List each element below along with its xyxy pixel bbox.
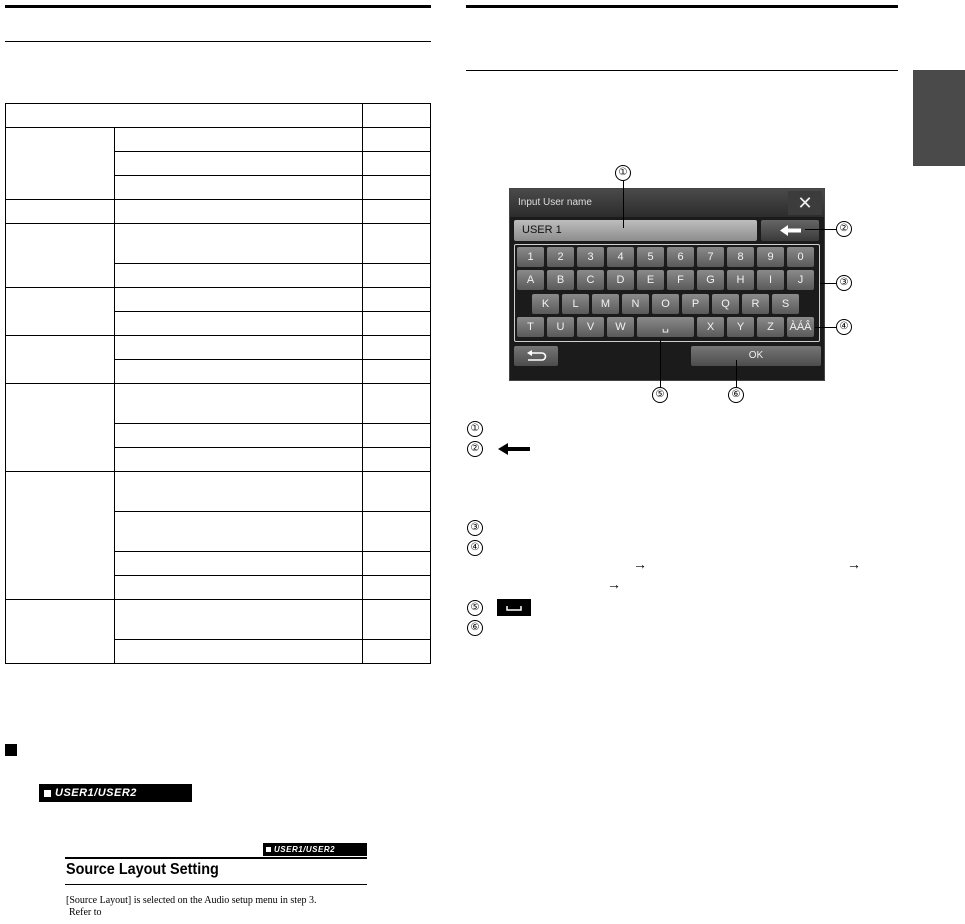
key-R[interactable]: R [742, 294, 769, 314]
leader-4 [815, 327, 836, 328]
key-M[interactable]: M [592, 294, 619, 314]
callout-1: ① [615, 165, 631, 181]
key-F[interactable]: F [667, 270, 694, 290]
legend-marker-2: ② [467, 441, 483, 457]
key-A[interactable]: A [517, 270, 544, 290]
table-row [6, 200, 115, 224]
callout-6: ⑥ [728, 387, 744, 403]
key-3[interactable]: 3 [577, 247, 604, 267]
legend-marker-4: ④ [467, 540, 483, 556]
ok-button[interactable]: OK [691, 346, 821, 366]
key-L[interactable]: L [562, 294, 589, 314]
key-Q[interactable]: Q [712, 294, 739, 314]
key-D[interactable]: D [607, 270, 634, 290]
key-4[interactable]: 4 [607, 247, 634, 267]
table-header [6, 104, 363, 128]
callout-3: ③ [836, 275, 852, 291]
section-tab [913, 70, 965, 166]
key-E[interactable]: E [637, 270, 664, 290]
callout-5: ⑤ [652, 387, 668, 403]
settings-table [5, 103, 431, 664]
key-S[interactable]: S [772, 294, 799, 314]
table-row [6, 336, 115, 384]
key-O[interactable]: O [652, 294, 679, 314]
inset-heading: Source Layout Setting [66, 861, 219, 878]
callout-2: ② [836, 221, 852, 237]
key-H[interactable]: H [727, 270, 754, 290]
key-6[interactable]: 6 [667, 247, 694, 267]
key-8[interactable]: 8 [727, 247, 754, 267]
key-1[interactable]: 1 [517, 247, 544, 267]
inset-line-2: Refer to [69, 907, 102, 918]
close-button[interactable]: ✕ [788, 191, 822, 215]
legend-marker-6: ⑥ [467, 620, 483, 636]
table-row [6, 288, 115, 336]
key-T[interactable]: T [517, 317, 544, 337]
left-top-rule [5, 5, 431, 8]
leader-1 [623, 181, 624, 228]
key-9[interactable]: 9 [757, 247, 784, 267]
return-arrow-icon [514, 346, 558, 366]
backspace-button[interactable] [761, 220, 819, 241]
key-2[interactable]: 2 [547, 247, 574, 267]
key-W[interactable]: W [607, 317, 634, 337]
leader-5 [660, 340, 661, 387]
screen-title: Input User name [518, 197, 592, 208]
inset-bottom-rule [65, 884, 367, 885]
key-Y[interactable]: Y [727, 317, 754, 337]
key-5[interactable]: 5 [637, 247, 664, 267]
legend-arrow-2: → [847, 558, 861, 573]
key-0[interactable]: 0 [787, 247, 814, 267]
table-row [6, 472, 115, 600]
accent-key[interactable]: ÀÁÂ [787, 317, 814, 337]
username-value: USER 1 [522, 224, 562, 236]
key-7[interactable]: 7 [697, 247, 724, 267]
key-V[interactable]: V [577, 317, 604, 337]
leader-2 [805, 229, 836, 230]
key-Z[interactable]: Z [757, 317, 784, 337]
inset-badge: USER1/USER2 [263, 843, 367, 856]
key-N[interactable]: N [622, 294, 649, 314]
table-row [6, 128, 115, 200]
back-button[interactable] [514, 346, 558, 366]
screen-titlebar [510, 189, 824, 217]
legend-marker-5: ⑤ [467, 600, 483, 616]
arrow-left-icon [761, 220, 819, 241]
table-row [6, 600, 115, 664]
key-J[interactable]: J [787, 270, 814, 290]
table-row [6, 384, 115, 472]
legend-marker-3: ③ [467, 520, 483, 536]
inset-line-1: [Source Layout] is selected on the Audio setup menu in step 3. [66, 895, 317, 906]
legend-arrow-1: → [633, 558, 647, 573]
key-G[interactable]: G [697, 270, 724, 290]
space-key-icon [497, 599, 531, 616]
leader-3 [820, 283, 836, 284]
key-K[interactable]: K [532, 294, 559, 314]
key-X[interactable]: X [697, 317, 724, 337]
user-mode-badge: USER1/USER2 [39, 784, 192, 802]
section-bullet-square [5, 744, 17, 756]
leader-6 [736, 360, 737, 387]
table-row [6, 224, 115, 288]
key-space[interactable]: ␣ [637, 317, 694, 337]
inset-top-rule [65, 857, 367, 859]
key-I[interactable]: I [757, 270, 784, 290]
callout-4: ④ [836, 319, 852, 335]
legend-arrow-3: → [607, 578, 621, 593]
legend-marker-1: ① [467, 421, 483, 437]
key-B[interactable]: B [547, 270, 574, 290]
arrow-left-icon [496, 442, 532, 456]
left-sub-rule [5, 41, 431, 42]
right-sub-rule [466, 70, 898, 71]
keyboard-screen [509, 188, 825, 381]
key-U[interactable]: U [547, 317, 574, 337]
key-P[interactable]: P [682, 294, 709, 314]
right-top-rule [466, 5, 898, 8]
username-input[interactable] [514, 220, 757, 241]
key-C[interactable]: C [577, 270, 604, 290]
